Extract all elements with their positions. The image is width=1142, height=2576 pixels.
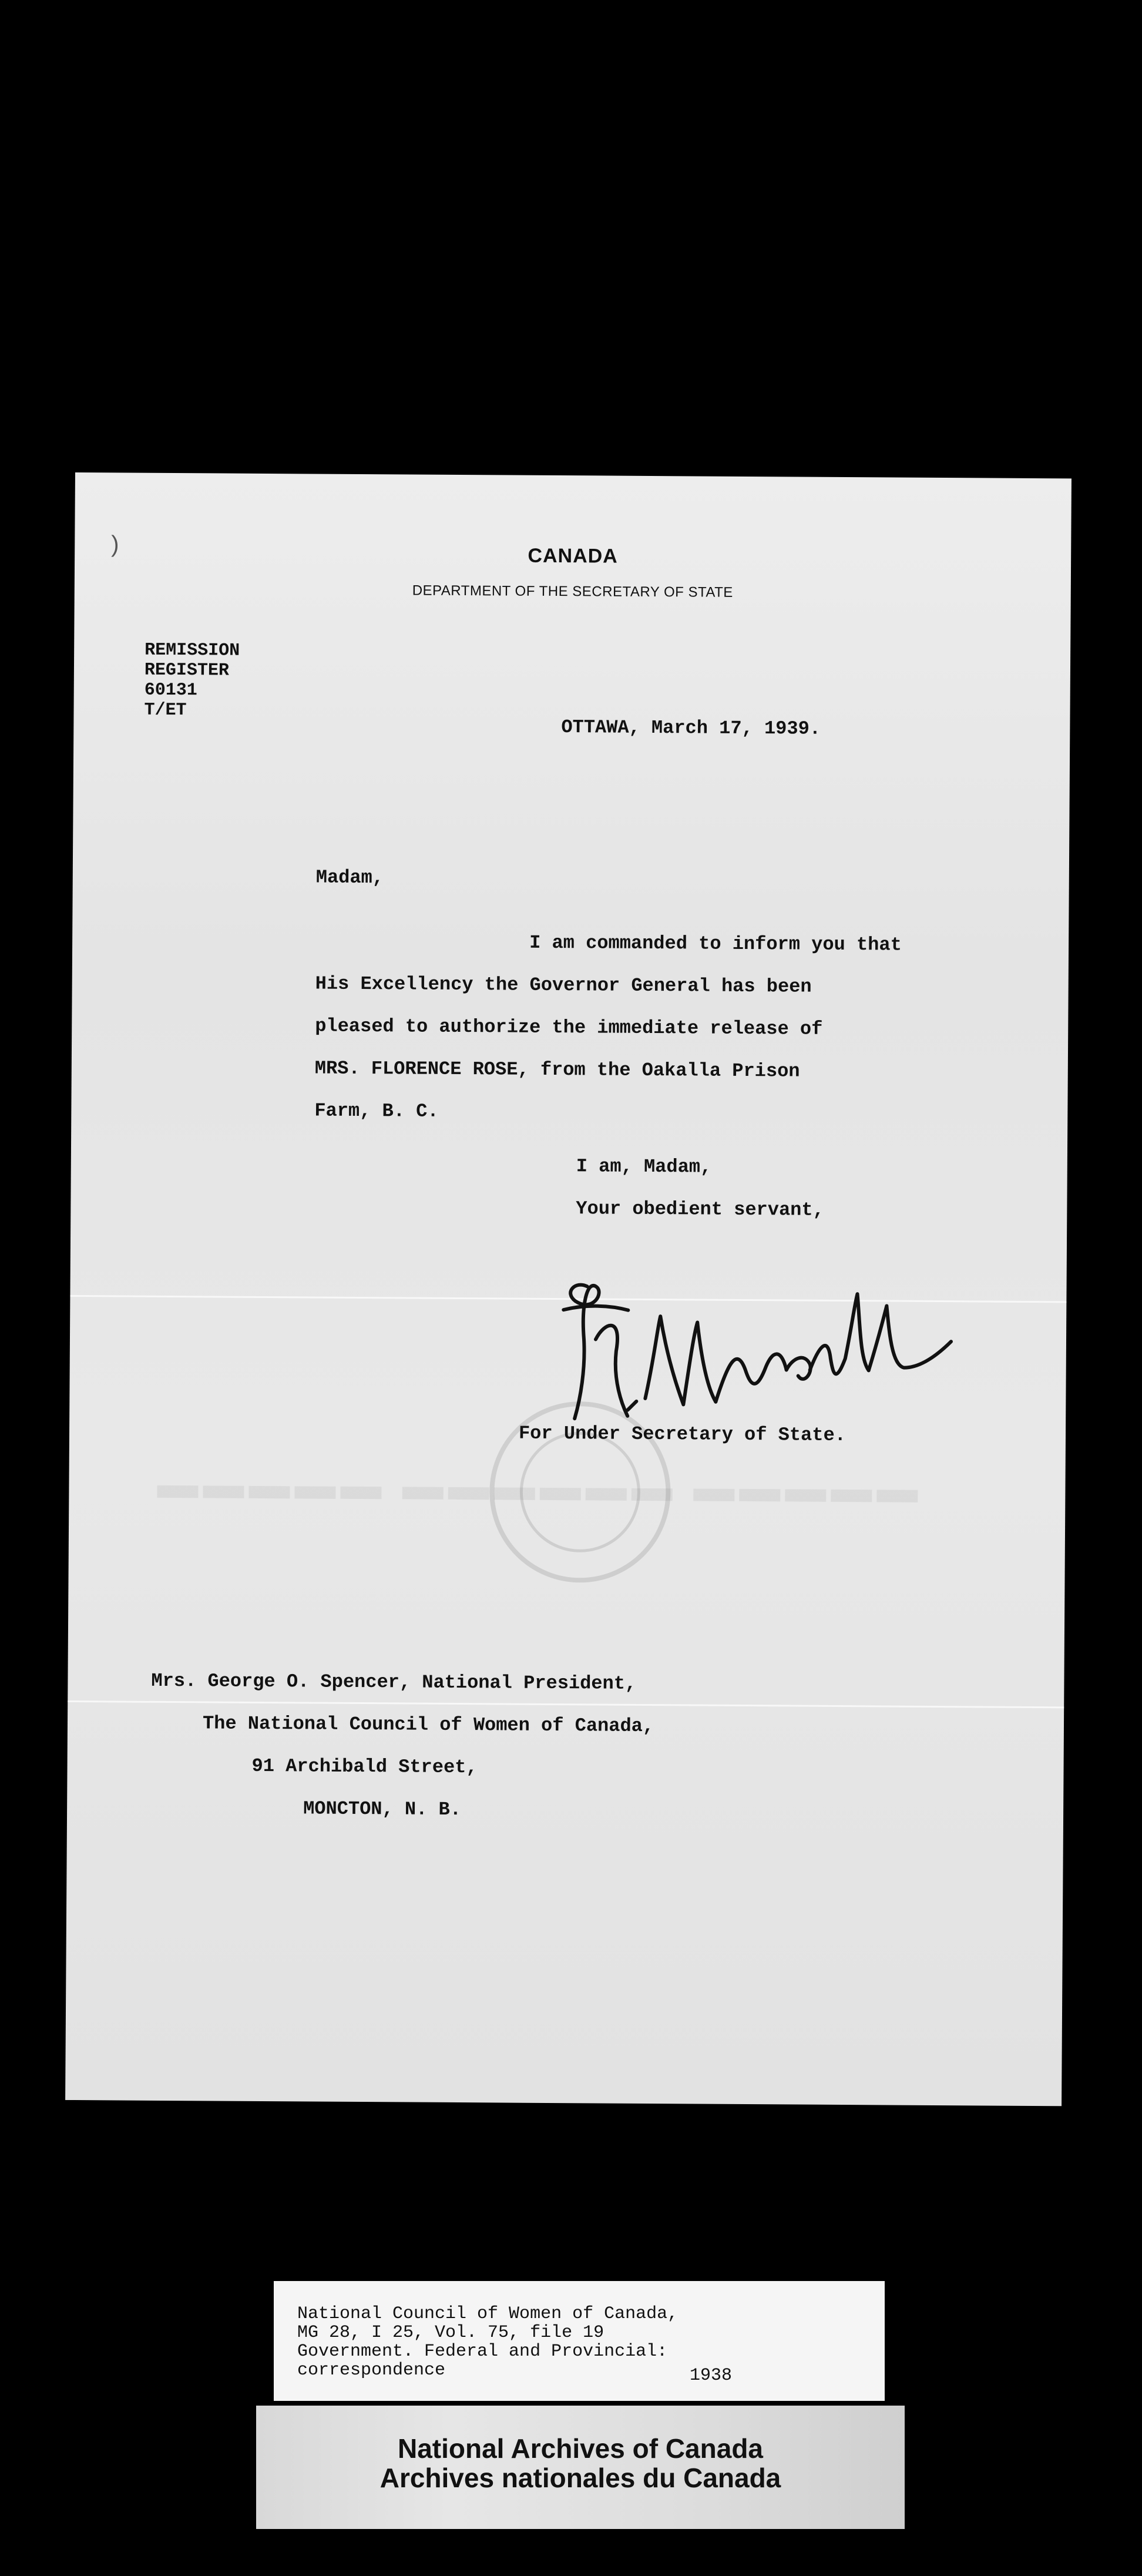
dateline: OTTAWA, March 17, 1939. (561, 716, 821, 740)
archive-label-line: Government. Federal and Provincial: (297, 2342, 668, 2362)
body-line: I am commanded to inform you that (529, 931, 902, 956)
archive-label-line: MG 28, I 25, Vol. 75, file 19 (297, 2323, 604, 2343)
body-line: His Excellency the Governor General has been (315, 972, 812, 998)
address-line: 91 Archibald Street, (251, 1755, 478, 1779)
closing-line: I am, Madam, (576, 1155, 712, 1178)
letter-page (65, 472, 1072, 2106)
archives-banner (256, 2406, 905, 2529)
address-line: The National Council of Women of Canada, (202, 1712, 654, 1738)
reference-block (144, 640, 240, 721)
reference-line: REGISTER (144, 660, 230, 681)
body-line: MRS. FLORENCE ROSE, from the Oakalla Prison (314, 1057, 800, 1082)
closing-line: Your obedient servant, (576, 1198, 824, 1221)
reference-line: T/ET (144, 700, 187, 721)
archive-file-label (274, 2281, 885, 2401)
handwritten-signature (539, 1269, 987, 1424)
letterhead-department: DEPARTMENT OF THE SECRETARY OF STATE (412, 582, 733, 601)
archive-label-line: National Council of Women of Canada, (297, 2304, 679, 2324)
page-mark: ) (111, 531, 119, 558)
reference-line: 60131 (144, 680, 197, 701)
closing (576, 1145, 824, 1232)
recipient-address (150, 1660, 654, 1832)
letter-body (314, 921, 902, 1136)
reference-line: REMISSION (145, 640, 240, 661)
salutation: Madam, (315, 866, 384, 889)
signoff: For Under Secretary of State. (518, 1422, 847, 1447)
archive-label-line: correspondence (297, 2360, 446, 2380)
faint-bleed-through: ▬▬▬▬▬ ▬▬▬▬▬▬ ▬▬▬▬▬ (157, 1460, 923, 1511)
address-line: MONCTON, N. B. (303, 1797, 462, 1821)
letterhead-country: CANADA (528, 544, 618, 568)
body-line: pleased to authorize the immediate release of (315, 1015, 823, 1040)
address-line: Mrs. George O. Spencer, National President, (151, 1669, 637, 1695)
archives-name-english: National Archives of Canada (397, 2433, 763, 2464)
archives-name-french: Archives nationales du Canada (379, 2463, 781, 2493)
archive-label-year: 1938 (690, 2366, 733, 2386)
body-line: Farm, B. C. (314, 1099, 439, 1122)
